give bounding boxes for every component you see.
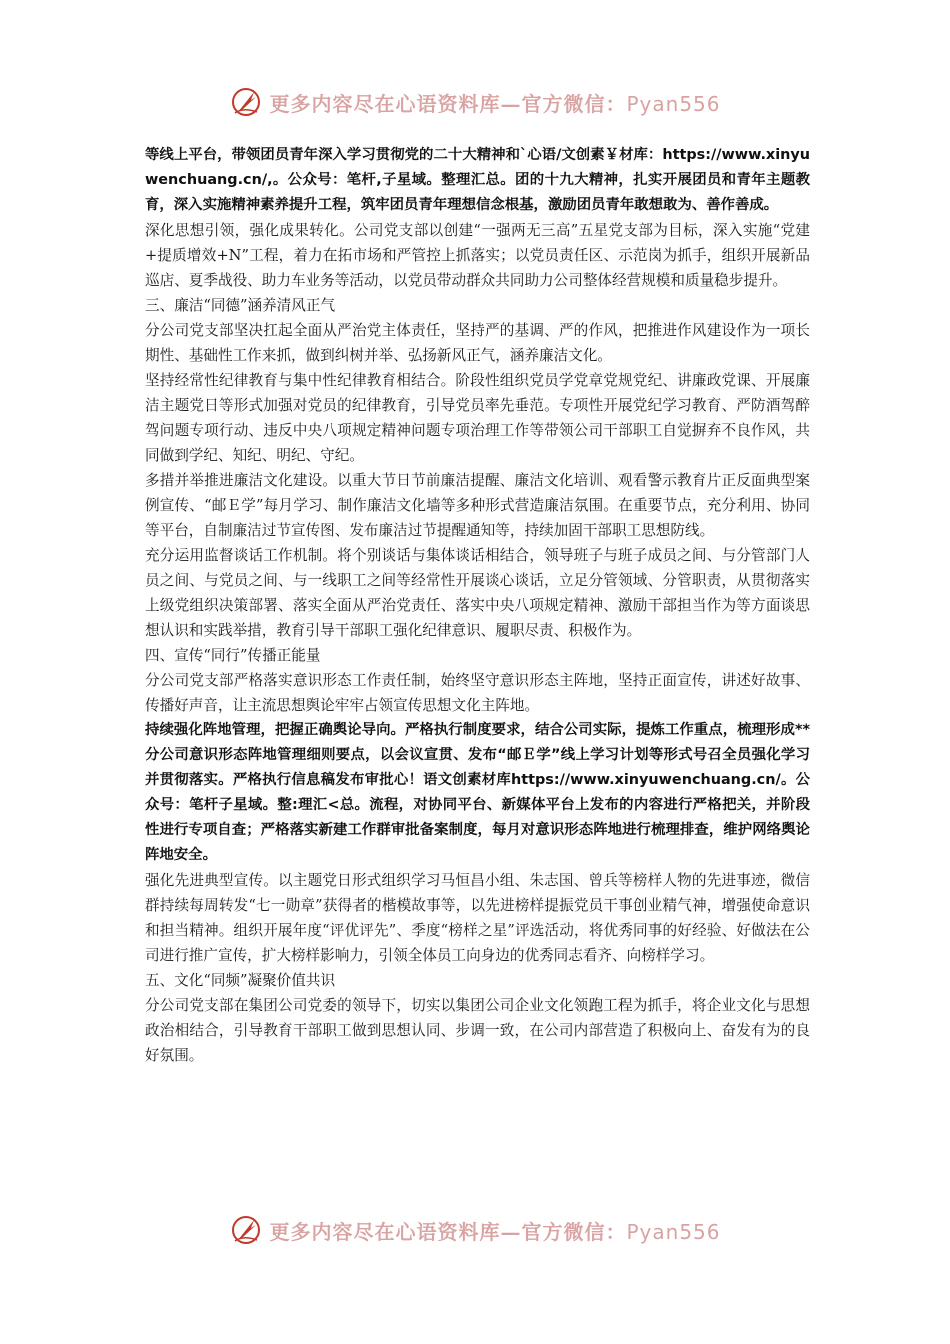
paragraph: 分公司党支部在集团公司党委的领导下，切实以集团公司企业文化领跑工程为抓手，将企业文化与思想政治相结合，引导教育干部职工做到思想认同、步调一致，在公司内部营造了积极向上、奋发有为的良好氛围。 [145,997,810,1064]
section-heading: 五、文化“同频”凝聚价值共识 [145,972,336,989]
watermark-header [0,82,950,122]
paragraph: 分公司党支部坚决扛起全面从严治党主体责任，坚持严的基调、严的作风，把推进作风建设作为一项长期性、基础性工作来抓，做到纠树并举、弘扬新风正气，涵养廉洁文化。 [145,322,810,364]
section-heading: 三、廉洁“同德”涵养清风正气 [145,297,336,314]
section-heading: 四、宣传“同行”传播正能量 [145,647,321,664]
document-body [145,143,810,1068]
watermark-footer [0,1210,950,1250]
paragraph: 充分运用监督谈话工作机制。将个别谈话与集体谈话相结合，领导班子与班子成员之间、与分管部门人员之间、与党员之间、与一线职工之间等经常性开展谈心谈话，立足分管领域、分管职责，从贯彻落实上级党组织决策部署、落实全面从严治党责任、落实中央八项规定精神、激励干部担当作为等方面谈思想认识和实践举措，教育引导干部职工强化纪律意识、履职尽责、积极作为。 [145,547,810,639]
watermark-text: 更多内容尽在心语资料库—官方微信：Pyan556 [269,91,721,116]
paragraph: 坚持经常性纪律教育与集中性纪律教育相结合。阶段性组织党员学党章党规党纪、讲廉政党课、开展廉洁主题党日等形式加强对党员的纪律教育，引导党员率先垂范。专项性开展党纪学习教育、严防酒驾醉驾问题专项行动、违反中央八项规定精神问题专项治理工作等带领公司干部职工自觉摒弃不良作风，共同做到学纪、知纪、明纪、守纪。 [145,372,810,464]
quill-logo-icon [229,85,263,119]
paragraph: 持续强化阵地管理，把握正确舆论导向。严格执行制度要求，结合公司实际，提炼工作重点，梳理形成**分公司意识形态阵地管理细则要点，以会议宣贯、发布“邮Ｅ学”线上学习计划等形式号召全员强化学习并贯彻落实。严格执行信息稿发布审批心！语文创素材库https://www.xinyuwenchuang.cn/。公众号：笔杆子星域。整:理汇<总。流程，对协同平台、新媒体平台上发布的内容进行严格把关，并阶段性进行专项自查；严格落实新建工作群审批备案制度，每月对意识形态阵地进行梳理排查，维护网络舆论阵地安全。 [145,722,810,863]
paragraph: 分公司党支部严格落实意识形态工作责任制，始终坚守意识形态主阵地，坚持正面宣传，讲述好故事、传播好声音，让主流思想舆论牢牢占领宣传思想文化主阵地。 [145,672,810,714]
paragraph: 深化思想引领，强化成果转化。公司党支部以创建“一强两无三高”五星党支部为目标，深入实施“党建+提质增效+N”工程，着力在拓市场和严管控上抓落实；以党员责任区、示范岗为抓手，组织开展新品巡店、夏季战役、助力车业务等活动，以党员带动群众共同助力公司整体经营规模和质量稳步提升。 [145,222,810,289]
watermark-text: 更多内容尽在心语资料库—官方微信：Pyan556 [269,1219,721,1244]
paragraph: 等线上平台，带领团员青年深入学习贯彻党的二十大精神和`心语/文创素￥材库：https://www.xinyuwenchuang.cn/,。公众号：笔杆,子星域。整理汇总。团的十九大精神，扎实开展团员和青年主题教育，深入实施精神素养提升工程，筑牢团员青年理想信念根基，激励团员青年敢想敢为、善作善成。 [145,147,810,213]
paragraph: 强化先进典型宣传。以主题党日形式组织学习马恒昌小组、朱志国、曾兵等榜样人物的先进事迹，微信群持续每周转发“七一勋章”获得者的楷模故事等，以先进榜样提振党员干事创业精气神，增强使命意识和担当精神。组织开展年度“评优评先”、季度“榜样之星”评选活动，将优秀同事的好经验、好做法在公司进行推广宣传，扩大榜样影响力，引领全体员工向身边的优秀同志看齐、向榜样学习。 [145,872,810,964]
quill-logo-icon [229,1213,263,1247]
paragraph: 多措并举推进廉洁文化建设。以重大节日节前廉洁提醒、廉洁文化培训、观看警示教育片正反面典型案例宣传、“邮Ｅ学”每月学习、制作廉洁文化墙等多种形式营造廉洁氛围。在重要节点，充分利用、协同等平台，自制廉洁过节宣传图、发布廉洁过节提醒通知等，持续加固干部职工思想防线。 [145,472,810,539]
